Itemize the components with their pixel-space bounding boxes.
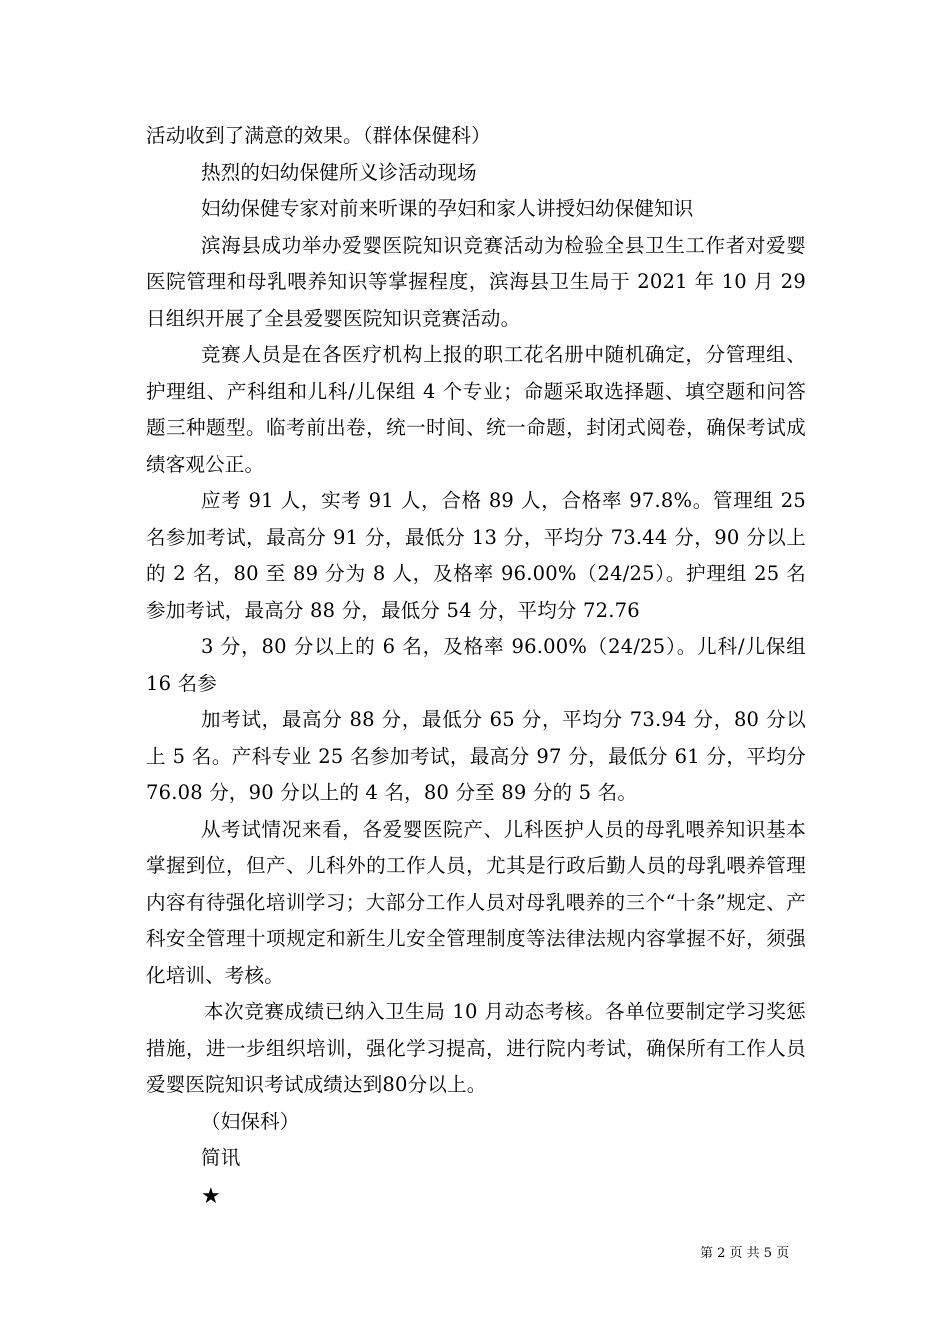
paragraph-2: 热烈的妇幼保健所义诊活动现场 (201, 160, 477, 184)
paragraph-12: 简讯 (201, 1146, 241, 1169)
paragraph-11: （妇保科） (201, 1109, 300, 1133)
page-number-footer: 第 2 页 共 5 页 (700, 1246, 790, 1261)
paragraph-9: 从考试情况来看，各爱婴医院产、儿科医护人员的母乳喂养知识基本掌握到位，但产、儿科外的工作人员，尤其是行政后勤人员的母乳喂养管理内容有待强化培训学习；大部分工作人员对母乳喂养的三个“十条”规定、产科安全管理十项规定和新生儿安全管理制度等法律法规内容掌握不好，须强化培训、考核。 (146, 817, 806, 987)
paragraph-5: 竞赛人员是在各医疗机构上报的职工花名册中随机确定，分管理组、护理组、产科组和儿科/儿保组 4 个专业；命题采取选择题、填空题和问答题三种题型。临考前出卷，统一时间、统一命题，封闭式阅卷，确保考试成绩客观公正。 (146, 343, 806, 476)
paragraph-3: 妇幼保健专家对前来听课的孕妇和家人讲授妇幼保健知识 (201, 197, 694, 220)
paragraph-1: 活动收到了满意的效果。（群体保健科） (146, 124, 491, 147)
paragraph-10: 本次竞赛成绩已纳入卫生局 10 月动态考核。各单位要制定学习奖惩措施，进一步组织培训，强化学习提高，进行院内考试，确保所有工作人员爱婴医院知识考试成绩达到80分以上。 (146, 1000, 806, 1096)
paragraph-7: 3 分，80 分以上的 6 名，及格率 96.00%（24/25）。儿科/儿保组 16 名参 (146, 635, 806, 695)
paragraph-8: 加考试，最高分 88 分，最低分 65 分，平均分 73.94 分，80 分以上 5 名。产科专业 25 名参加考试，最高分 97 分，最低分 61 分，平均分 76.08 分，90 分以上的 4 名，80 分至 89 分的 5 名。 (146, 708, 806, 804)
document-body (146, 118, 806, 1217)
paragraph-6: 应考 91 人，实考 91 人，合格 89 人，合格率 97.8%。管理组 25 名参加考试，最高分 91 分，最低分 13 分，平均分 73.44 分，90 分以上的 2 名，80 至 89 分为 8 人，及格率 96.00%（24/25）。护理组 25 名参加考试，最高分 88 分，最低分 54 分，平均分 72.76 (146, 489, 806, 622)
paragraph-4: 滨海县成功举办爱婴医院知识竞赛活动为检验全县卫生工作者对爱婴医院管理和母乳喂养知识等掌握程度，滨海县卫生局于 2021 年 10 月 29 日组织开展了全县爱婴医院知识竞赛活动。 (146, 233, 806, 330)
star-icon: ★ (201, 1183, 221, 1209)
